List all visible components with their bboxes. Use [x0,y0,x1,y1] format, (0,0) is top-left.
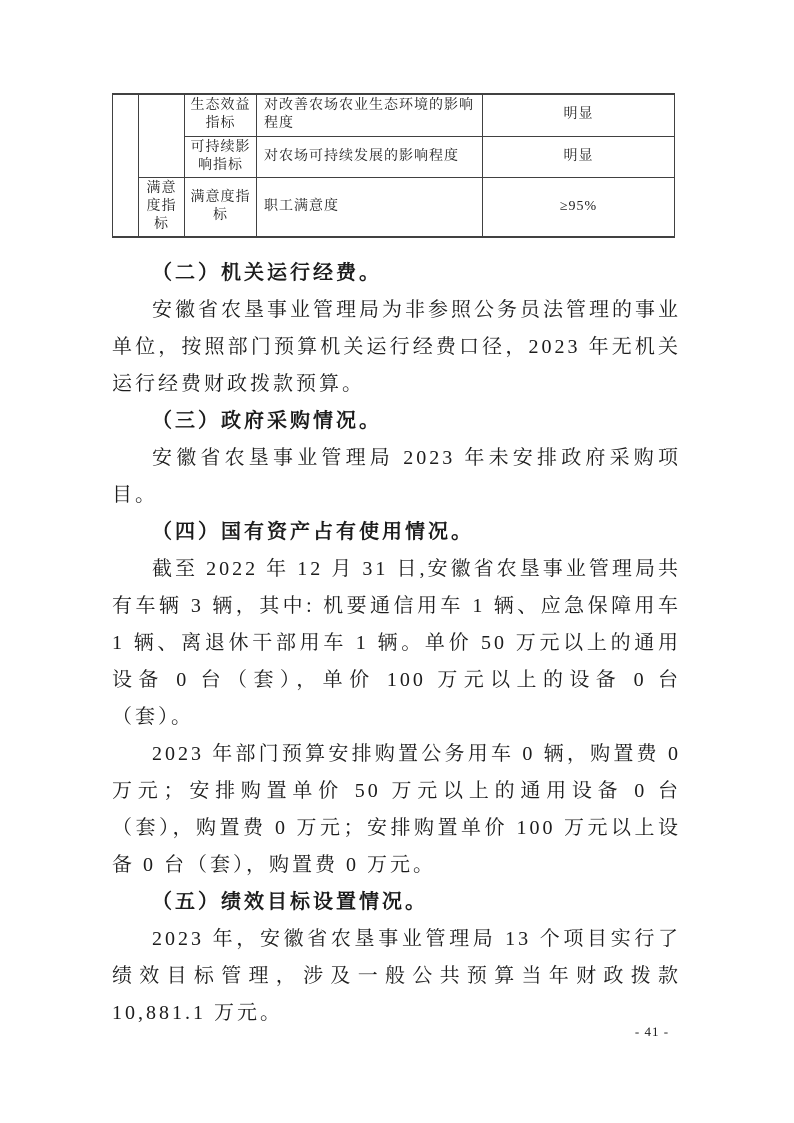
page-content [112,93,681,1032]
section-heading-state-assets-usage: （四）国有资产占有使用情况。 [152,520,474,543]
paragraph: 2023 年，安徽省农垦事业管理局 13 个项目实行了绩效目标管理，涉及一般公共预算当年财政拨款 10,881.1 万元。 [112,927,681,1024]
page-number: - 41 - [634,1024,670,1039]
paragraph: 安徽省农垦事业管理局 2023 年未安排政府采购项目。 [112,446,681,506]
section-heading-agency-operating-expenses: （二）机关运行经费。 [152,261,382,284]
description-cell: 对改善农场农业生态环境的影响程度 [257,94,483,136]
section-heading-performance-goals: （五）绩效目标设置情况。 [152,890,428,913]
indicator-cell: 可持续影响指标 [185,136,257,177]
paragraph: 截至 2022 年 12 月 31 日,安徽省农垦事业管理局共有车辆 3 辆，其中: 机要通信用车 1 辆、应急保障用车 1 辆、离退休干部用车 1 辆。单价 50 万元以上的通用设备 0 台（套），单价 100 万元以上的设备 0 台（套）。 [112,557,681,728]
spacer-cell [113,94,139,237]
table-row [113,177,675,237]
value-cell: 明显 [483,94,675,136]
category-cell-empty [139,94,185,177]
description-cell: 对农场可持续发展的影响程度 [257,136,483,177]
indicator-cell: 满意度指标 [185,177,257,237]
description-cell: 职工满意度 [257,177,483,237]
value-cell: 明显 [483,136,675,177]
paragraph: 安徽省农垦事业管理局为非参照公务员法管理的事业单位，按照部门预算机关运行经费口径，2023 年无机关运行经费财政拨款预算。 [112,298,681,395]
document-body [112,255,681,1032]
category-cell: 满意度指标 [139,177,185,237]
section-heading-government-procurement: （三）政府采购情况。 [152,409,382,432]
performance-indicator-table [112,93,675,238]
table-row [113,94,675,136]
indicator-cell: 生态效益指标 [185,94,257,136]
paragraph: 2023 年部门预算安排购置公务用车 0 辆，购置费 0 万元；安排购置单价 50 万元以上的通用设备 0 台（套），购置费 0 万元；安排购置单价 100 万元以上设备 0 台（套），购置费 0 万元。 [112,742,681,876]
table-row [113,136,675,177]
value-cell: ≥95% [483,177,675,237]
